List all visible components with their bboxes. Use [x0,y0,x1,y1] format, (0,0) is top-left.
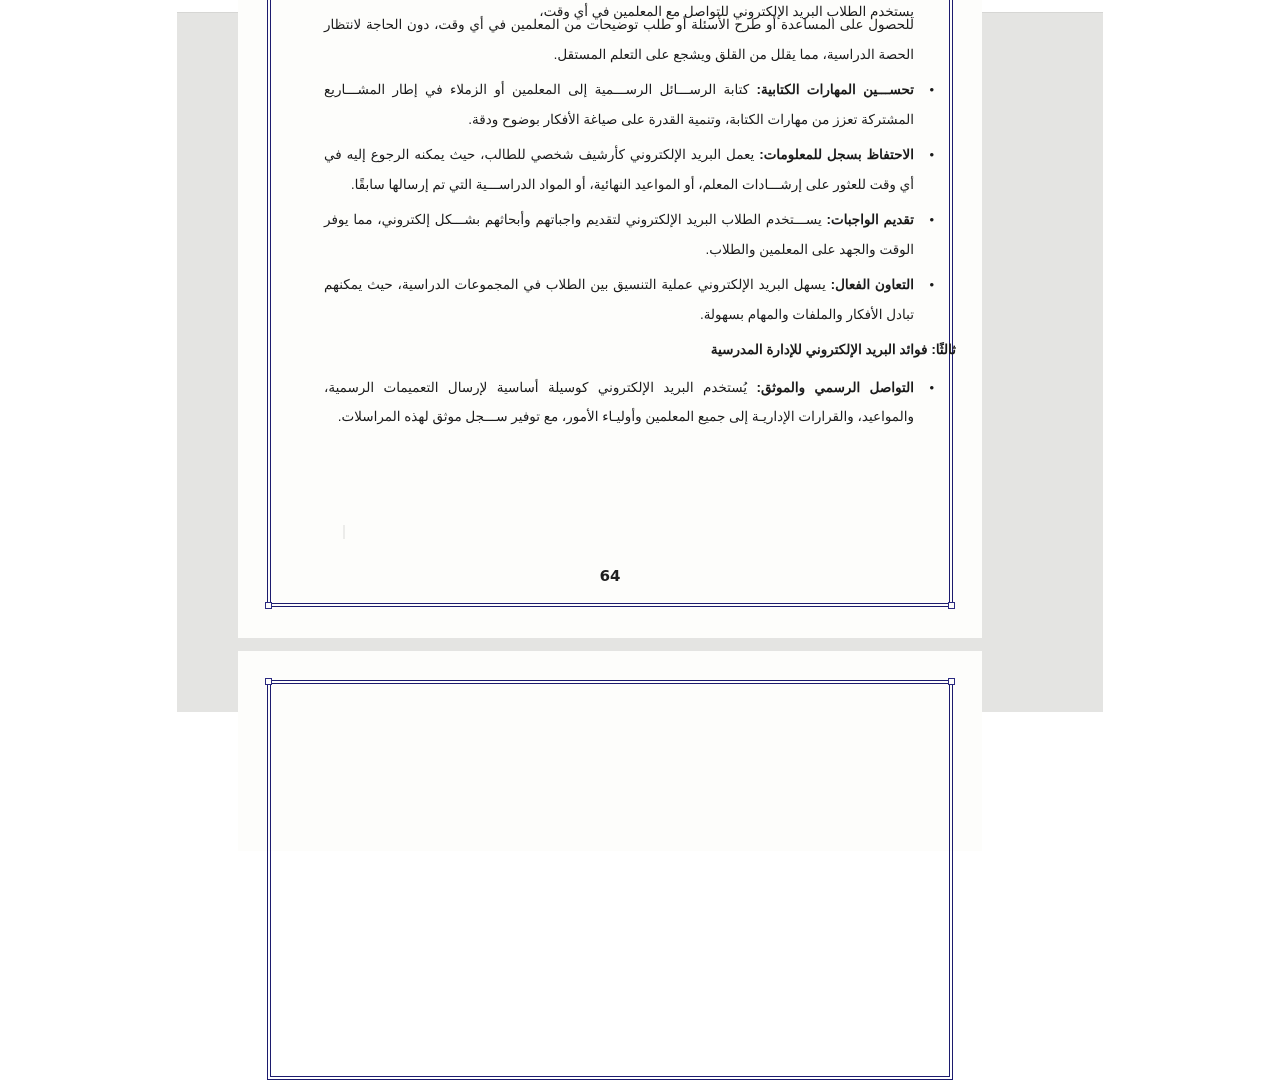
next-page [238,651,982,851]
page-64 [238,0,982,638]
border-corner-ornament [948,602,955,609]
list-item-text: يُستخدم البريد الإلكتروني كوسيلة أساسية لإرسال التعميمات الرسمية، والمواعيد، والقرارات الإداريـة إلى جميع المعلمين وأوليـاء الأمور، مع توفير ســـجل موثق لهذه المراسلات. [324,379,914,424]
list-item [324,270,972,329]
list-item [324,140,972,199]
list-item-title: تقديم الواجبات: [826,212,914,227]
list-item [324,205,972,264]
list-item [324,75,972,134]
border-corner-ornament [265,602,272,609]
list-item-text: يعمل البريد الإلكتروني كأرشيف شخصي للطالب، حيث يمكنه الرجوع إليه في أي وقت للعثور على إرشـــادات المعلم، أو المواعيد النهائية، أو المواد الدراســـية التي تم إرسالها سابقًا. [324,147,914,192]
list-item-text: يسهل البريد الإلكتروني عملية التنسيق بين الطلاب في المجموعات الدراسية، حيث يمكنهم تبادل الأفكار والملفات والمهام بسهولة. [324,277,914,322]
cut-off-text-line: يستخدم الطلاب البريد الإلكتروني للتواصل مع المعلمين في أي وقت، [539,4,914,19]
page-number: 64 [599,567,621,585]
page-content [324,4,956,438]
admin-benefits-list [324,373,972,432]
list-item-text: يســـتخدم الطلاب البريد الإلكتروني لتقديم واجباتهم وأبحاثهم بشـــكل إلكتروني، مما يوفر الوقت والجهد على المعلمين والطلاب. [324,212,914,257]
border-corner-ornament [948,678,955,685]
border-corner-ornament [265,678,272,685]
continuation-paragraph: للحصول على المساعدة أو طرح الأسئلة أو طلب توضيحات من المعلمين في أي وقت، دون الحاجة لانتظار الحصة الدراسية، مما يقلل من القلق ويشجع على التعلم المستقل. [324,17,914,62]
list-item-title: التعاون الفعال: [830,277,915,292]
document-viewer[interactable] [177,4,1103,712]
list-item-title: التواصل الرسمي والموثق: [756,379,914,395]
student-benefits-list [324,75,972,329]
list-item [324,373,972,432]
list-item-title: الاحتفاظ بسجل للمعلومات: [759,147,914,162]
list-item-text: كتابة الرســـائل الرســـمية إلى المعلمين أو الزملاء في إطار المشـــاريع المشتركة تعزز من مهارات الكتابة، وتنمية القدرة على صياغة الأفكار بوضوح ودقة. [324,82,914,127]
list-item-title: تحســـين المهارات الكتابية: [756,82,914,97]
section-heading: ثالثًا: فوائد البريد الإلكتروني للإدارة المدرسية [710,342,956,357]
page-border-frame [267,680,953,1080]
faint-mark [343,525,345,539]
